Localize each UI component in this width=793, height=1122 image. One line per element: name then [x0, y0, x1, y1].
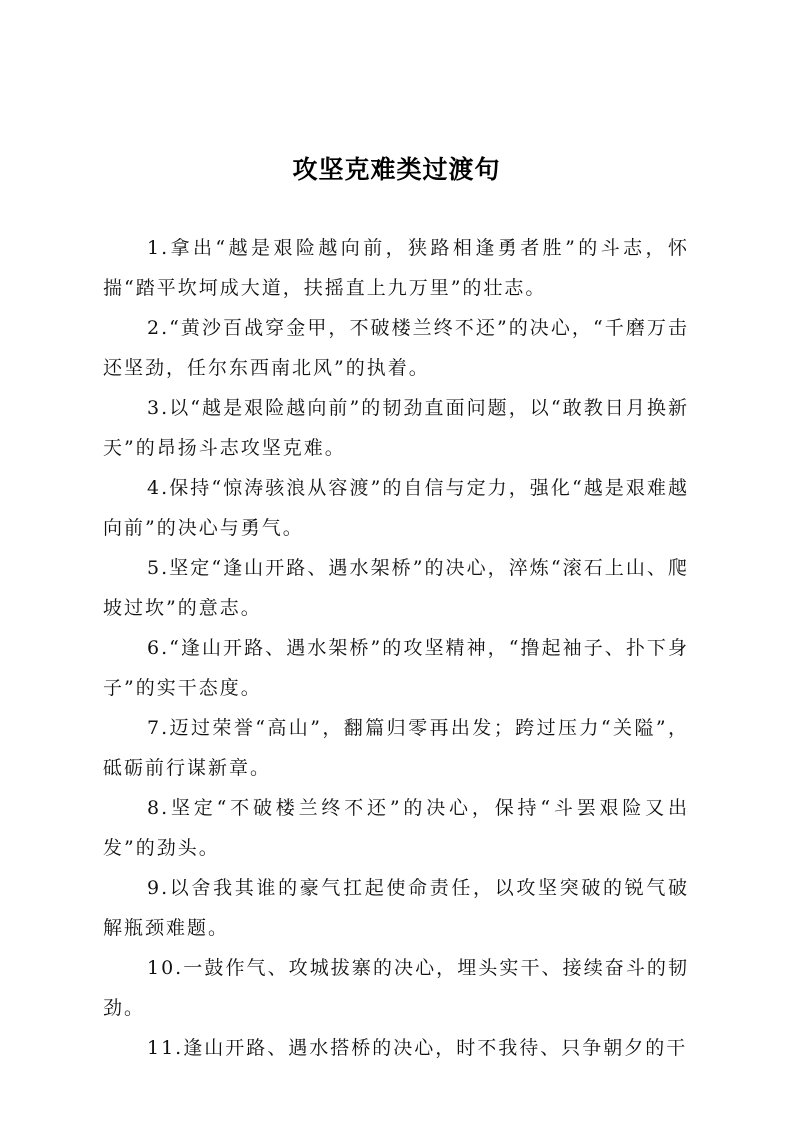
paragraph-7: 7.迈过荣誉“高山”，翻篇归零再出发；跨过压力“关隘”，砥砺前行谋新章。 — [103, 717, 689, 779]
paragraph-5: 5.坚定“逢山开路、遇水架桥”的决心，淬炼“滚石上山、爬坡过坎”的意志。 — [103, 557, 689, 619]
paragraph-1: 1.拿出“越是艰险越向前，狭路相逢勇者胜”的斗志，怀揣“踏平坎坷成大道，扶摇直上九万里”的壮志。 — [103, 237, 689, 299]
paragraph-10: 10.一鼓作气、攻城拔寨的决心，埋头实干、接续奋斗的韧劲。 — [103, 957, 689, 1019]
paragraph-6: 6.“逢山开路、遇水架桥”的攻坚精神，“撸起袖子、扑下身子”的实干态度。 — [103, 637, 689, 699]
paragraph-4: 4.保持“惊涛骇浪从容渡”的自信与定力，强化“越是艰难越向前”的决心与勇气。 — [103, 477, 689, 539]
document-title: 攻坚克难类过渡句 — [292, 155, 501, 184]
document-body — [103, 228, 689, 1068]
paragraph-3: 3.以“越是艰险越向前”的韧劲直面问题，以“敢教日月换新天”的昂扬斗志攻坚克难。 — [103, 397, 689, 459]
paragraph-11: 11.逢山开路、遇水搭桥的决心，时不我待、只争朝夕的干 — [147, 1037, 688, 1059]
paragraph-8: 8.坚定“不破楼兰终不还”的决心，保持“斗罢艰险又出发”的劲头。 — [103, 797, 689, 859]
paragraph-2: 2.“黄沙百战穿金甲，不破楼兰终不还”的决心，“千磨万击还坚劲，任尔东西南北风”的执着。 — [103, 317, 689, 379]
paragraph-9: 9.以舍我其谁的豪气扛起使命责任，以攻坚突破的锐气破解瓶颈难题。 — [103, 877, 689, 939]
